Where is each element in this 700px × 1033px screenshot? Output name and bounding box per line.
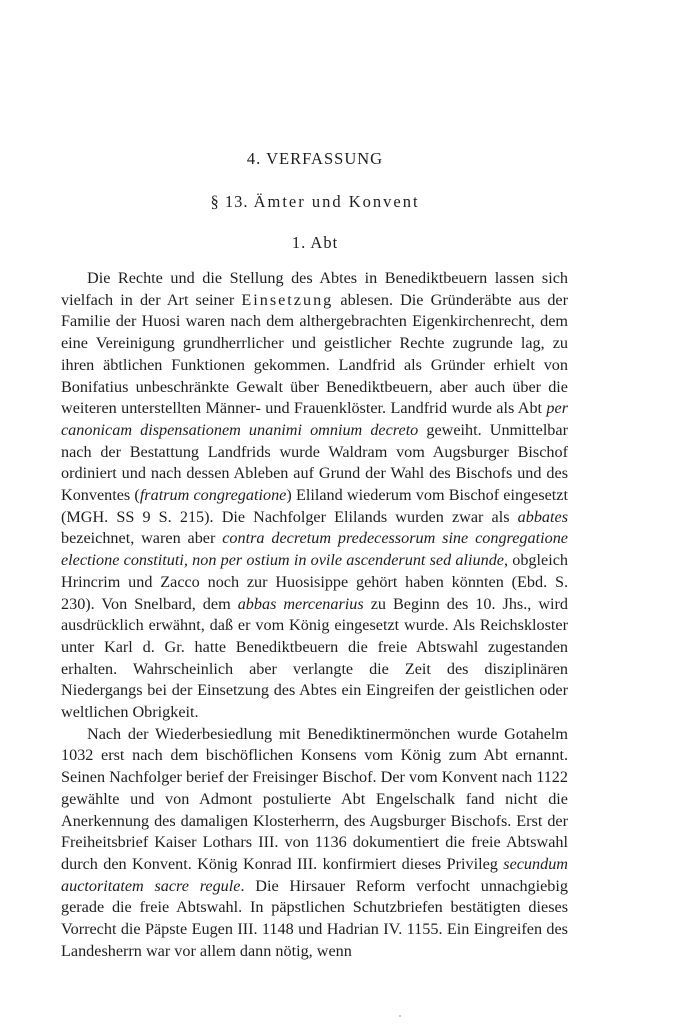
- text-run: bezeichnet, waren aber: [61, 529, 223, 548]
- text-run: zu Beginn des 10. Jhs., wird ausdrücklich erwähnt, daß er vom König eingesetzt wurde. Als Reichskloster unter Karl d. Gr. hatte Benediktbeuern die freie Abtswahl zugestanden erhalten. Wahrscheinlich aber verlangte die Zeit des disziplinären Niedergangs bei der Einsetzung des Abtes ein Eingreifen der geistlichen oder weltlichen Obrigkeit.: [61, 594, 568, 722]
- text-run: ) Eliland wiederum vom Bischof eingesetzt (MGH. SS 9 S. 215). Die Nachfolger Elilands wurden zwar als: [61, 486, 568, 526]
- latin-quote: abbates: [517, 507, 568, 526]
- latin-quote: per canonicam dispensationem unanimi omnium decreto: [61, 399, 568, 439]
- paragraph-2: [61, 724, 568, 963]
- latin-quote: fratrum congregatione: [139, 486, 287, 505]
- text-run: geweiht. Unmittelbar nach der Bestattung Landfrids wurde Waldram vom Augsburger Bischof ordiniert und nach dessen Ableben auf Grund der Wahl des Bischofs und des Konventes (: [61, 420, 568, 505]
- section-number: § 13.: [210, 192, 249, 211]
- text-run: ablesen. Die Gründeräbte aus der Familie der Huosi waren nach dem althergebrachten Eigenkirchenrecht, dem eine Vereinigung grundherrlicher und geistlicher Rechte zugrunde lag, zu ihren äbtlichen Funktionen gekommen. Landfrid als Gründer erhielt von Bonifatius unbeschränkte Gewalt über Benediktbeuern, aber auch über die weiteren unterstellten Männer- und Frauenklöster. Landfrid wurde als Abt: [61, 290, 568, 418]
- text-run: . Die Hirsauer Reform verfocht unnachgiebig gerade die freie Abtswahl. In päpstlichen Schutzbriefen bestätigten dieses Vorrecht die Päpste Eugen III. 1148 und Hadrian IV. 1155. Ein Eingreifen des Landesherrn war vor allem dann nötig, wenn: [61, 876, 568, 960]
- latin-quote: abbas mercenarius: [237, 594, 364, 613]
- chapter-heading: 4. VERFASSUNG: [246, 149, 384, 168]
- text-run: Die Rechte und die Stellung des Abtes in Benediktbeuern lassen sich vielfach in der Art seiner: [61, 269, 568, 309]
- paragraph-1: [61, 268, 568, 724]
- scan-speck: [399, 1015, 401, 1017]
- main-text: [61, 268, 568, 963]
- latin-quote: secundum auctoritatem sacre regule: [61, 854, 568, 895]
- subsection-heading: 1. Abt: [291, 233, 339, 252]
- spaced-term: Einsetzung: [241, 290, 334, 309]
- text-run: Nach der Wiederbesiedlung mit Benediktinermönchen wurde Gotahelm 1032 erst nach dem bischöflichen Konsens vom König zum Abt ernannt. Seinen Nachfolger berief der Freisinger Bischof. Der vom Konvent nach 1122 gewählte und von Admont postulierte Abt Engelschalk fand nicht die Anerkennung des damaligen Klosterherrn, des Augsburger Bischofs. Erst der Freiheitsbrief Kaiser Lothars III. von 1136 dokumentiert die freie Abtswahl durch den Konvent. König Konrad III. konfirmiert dieses Privileg: [61, 724, 568, 873]
- text-run: , obgleich Hrincrim und Zacco noch zur Huosisippe gehört haben könnten (Ebd. S. 230). Von Snelbard, dem: [61, 551, 568, 613]
- latin-quote: contra decretum predecessorum sine congregatione electione constituti, non per ostium in ovile ascenderunt sed aliunde: [61, 529, 568, 570]
- section-title: Ämter und Konvent: [253, 192, 420, 211]
- section-heading: [0, 192, 630, 212]
